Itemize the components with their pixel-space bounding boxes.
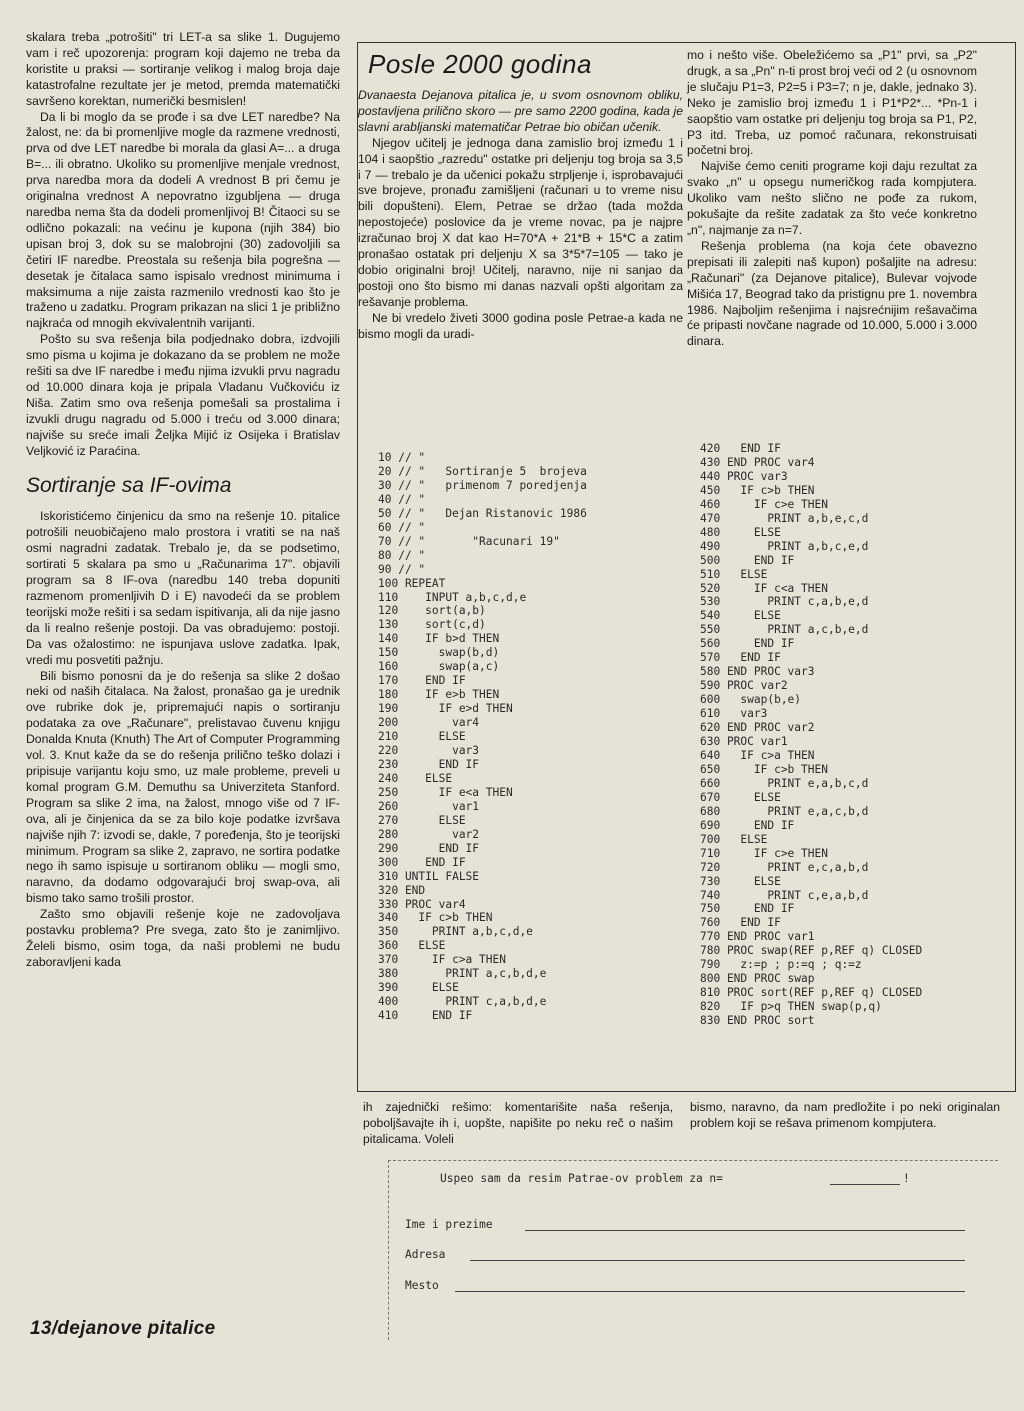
code-line: 150 swap(b,d): [378, 646, 500, 660]
code-line: 440 PROC var3: [700, 469, 788, 483]
code-line: 180 IF e>b THEN: [378, 688, 500, 702]
left-para-1: skalara treba „potrošiti" tri LET-a sa slike 1. Dugujemo vam i reč upozorenja: program koji dajemo ne treba da koristite u praksi — sortiranje velikog i malog broja daje katastrofalne rezultate jer je metod, premda matematički savršeno korektan, numerički besmislen!: [26, 30, 340, 108]
code-line: 790 z:=p ; p:=q ; q:=z: [700, 958, 862, 972]
code-line: 570 END IF: [700, 651, 781, 665]
code-line: 320 END: [378, 883, 426, 897]
code-line: 560 END IF: [700, 637, 795, 651]
code-line: 90 // ": [378, 562, 426, 576]
code-line: 700 ELSE: [700, 832, 768, 846]
code-line: 720 PRINT e,c,a,b,d: [700, 860, 869, 874]
code-line: 250 IF e<a THEN: [378, 785, 513, 799]
bottom-text-mid: ih zajednički rešimo: komentarišite naša rešenja, poboljšavajte ih i, uopšte, napišite po neku reč o našim pitalicama. Voleli: [363, 1100, 673, 1146]
coupon-address-label: Adresa: [405, 1248, 446, 1261]
code-line: 10 // ": [378, 451, 426, 464]
box-title: Posle 2000 godina: [368, 49, 592, 79]
code-line: 370 IF c>a THEN: [378, 953, 506, 967]
code-line: 390 ELSE: [378, 981, 459, 995]
coupon-city-field[interactable]: [455, 1291, 965, 1292]
box-lead: Dvanaesta Dejanova pitalica je, u svom osnovnom obliku, postavljena prilično skoro — pre samo 2200 godina, kada je slavni arabljanski matematičar Petrae bio običan učenik.: [358, 88, 683, 134]
code-line: 130 sort(c,d): [378, 618, 486, 632]
coupon-border-left: [388, 1160, 389, 1340]
code-line: 830 END PROC sort: [700, 1014, 815, 1028]
code-line: 820 IF p>q THEN swap(p,q): [700, 1000, 882, 1014]
code-line: 260 var1: [378, 799, 480, 813]
code-line: 610 var3: [700, 707, 768, 721]
code-line: 120 sort(a,b): [378, 604, 486, 618]
code-line: 620 END PROC var2: [700, 721, 815, 735]
code-line: 660 PRINT e,a,b,c,d: [700, 776, 869, 790]
code-line: 430 END PROC var4: [700, 455, 815, 469]
code-line: 200 var4: [378, 716, 480, 730]
code-line: 190 IF e>d THEN: [378, 702, 513, 716]
box-para-2: Ne bi vredelo živeti 3000 godina posle Petrae-a kada ne bismo mogli da uradi-: [358, 310, 683, 341]
code-line: 350 PRINT a,b,c,d,e: [378, 925, 533, 939]
code-line: 240 ELSE: [378, 771, 453, 785]
code-line: 530 PRINT c,a,b,e,d: [700, 595, 869, 609]
code-line: 490 PRINT a,b,c,e,d: [700, 539, 869, 553]
code-listing-right: [700, 442, 922, 1028]
code-line: 770 END PROC var1: [700, 930, 815, 944]
coupon-n-field[interactable]: [830, 1184, 900, 1185]
page-footer: 13/dejanove pitalice: [30, 1318, 216, 1339]
right-para-2: Najviše ćemo ceniti programe koji daju rezultat za svako „n" u opsegu numeričkog rada kompjutera. Ukoliko vam nešto slično ne pođe za rukom, pokušajte da rešite zadatak za što veće konkretno „n", najmanje za n=7.: [687, 159, 977, 237]
code-listing-left: [378, 451, 587, 1023]
code-line: 300 END IF: [378, 855, 466, 869]
code-line: 730 ELSE: [700, 874, 781, 888]
right-column: [687, 48, 977, 350]
code-line: 170 END IF: [378, 674, 466, 688]
code-line: 780 PROC swap(REF p,REF q) CLOSED: [700, 944, 923, 958]
code-line: 70 // " "Racunari 19": [378, 534, 560, 548]
left-para-4: Iskoristićemo činjenicu da smo na rešenje 10. pitalice potrošili neuobičajeno malo prostora i vratiti se na naš osmi nagradni zadatak. Trebalo je, da se podsetimo, sortirati 5 skalara pa smo u „Računarima 17". objavili program sa 8 IF-ova (naredbu 140 treba dopuniti razmenom promenljivih D i E) navodeći da se problem teorijski može rešiti i sa sedam ispitivanja, ali da nije jasno da li realno rešenje postoji. Da vas obradujemo: postoji. Da vas ožalostimo: ne ispunjava uslove zadatka. Ipak, vredi mu posvetiti pažnju.: [26, 509, 340, 667]
code-line: 280 var2: [378, 827, 480, 841]
left-para-2: Da li bi moglo da se prođe i sa dve LET naredbe? Na žalost, ne: da bi promenljive mogle da razmene vrednosti, prva od dve LET naredbe bi morala da glasi A=... a druga B=... ili obratno. Ukoliko su promenljive menjale vrednost, prva naredba mora da dodeli A vrednost B pri čemu je originalna vrednost A nepovratno izgubljena — druga naredba nema šta da dodeli promenljivoj B! Čitaoci su se odlično pokazali: na većinu je kupona (njih 384) bio upisan broj 3, dok su se malobrojni (30) zadovoljili sa četiri IF naredbe. Preostala su rešenja bila pogrešna — desetak je čitalaca samo ispisalo vrednost minimuma i maksimuma a nije zaista razmenilo vrednosti kao što je traženo u zadatku. Program prikazan na slici 1 je približno najkraća od mnogih ekvivalentnih varijanti.: [26, 109, 340, 331]
code-line: 360 ELSE: [378, 939, 446, 953]
code-line: 740 PRINT c,e,a,b,d: [700, 888, 869, 902]
code-line: 760 END IF: [700, 916, 781, 930]
code-line: 80 // ": [378, 548, 426, 562]
code-line: 680 PRINT e,a,c,b,d: [700, 804, 869, 818]
code-line: 460 IF c>e THEN: [700, 497, 828, 511]
coupon-name-field[interactable]: [525, 1230, 965, 1231]
code-line: 110 INPUT a,b,c,d,e: [378, 590, 527, 604]
code-line: 580 END PROC var3: [700, 665, 815, 679]
code-line: 330 PROC var4: [378, 897, 466, 911]
bottom-text-right: bismo, naravno, da nam predložite i po neki originalan problem koji se rešava primenom kompjutera.: [690, 1100, 1000, 1130]
section-heading: Sortiranje sa IF-ovima: [26, 474, 232, 498]
code-line: 400 PRINT c,a,b,d,e: [378, 995, 547, 1009]
coupon-border-top: [388, 1160, 998, 1161]
code-line: 710 IF c>e THEN: [700, 846, 828, 860]
code-line: 510 ELSE: [700, 567, 768, 581]
code-line: 420 END IF: [700, 442, 781, 455]
coupon-name-label: Ime i prezime: [405, 1218, 493, 1231]
coupon-exclaim: !: [903, 1172, 910, 1185]
code-line: 640 IF c>a THEN: [700, 748, 815, 762]
code-line: 410 END IF: [378, 1009, 473, 1023]
code-line: 230 END IF: [378, 757, 480, 771]
code-line: 20 // " Sortiranje 5 brojeva: [378, 464, 587, 478]
code-line: 270 ELSE: [378, 813, 466, 827]
code-line: 210 ELSE: [378, 730, 466, 744]
code-line: 550 PRINT a,c,b,e,d: [700, 623, 869, 637]
code-line: 810 PROC sort(REF p,REF q) CLOSED: [700, 986, 923, 1000]
code-line: 590 PROC var2: [700, 679, 788, 693]
code-line: 470 PRINT a,b,e,c,d: [700, 511, 869, 525]
code-line: 670 ELSE: [700, 790, 781, 804]
code-line: 690 END IF: [700, 818, 795, 832]
code-line: 40 // ": [378, 492, 426, 506]
code-line: 50 // " Dejan Ristanovic 1986: [378, 506, 587, 520]
code-line: 450 IF c>b THEN: [700, 483, 815, 497]
code-line: 800 END PROC swap: [700, 972, 815, 986]
code-line: 100 REPEAT: [378, 576, 446, 590]
code-line: 480 ELSE: [700, 525, 781, 539]
left-para-3: Pošto su sva rešenja bila podjednako dobra, izdvojili smo pisma u kojima je dokazano da se problem ne može rešiti sa dve IF naredbe i među njima izvukli prvu nagradu od 10.000 dinara koja je pripala Vladanu Vučkoviću iz Niša. Zatim smo ova rešenja pomešali sa prostalima i izvukli drugu nagradu od 5.000 i treću od 3.000 dinara; najviše su sreće imali Željka Mijić iz Osijeka i Bratislav Veljković iz Paraćina.: [26, 332, 340, 458]
right-para-1: mo i nešto više. Obeležićemo sa „P1" prvi, sa „P2" drugk, a sa „Pn" n-ti prost broj veći od 2 (u osnovnom je slučaju P1=3, P2=5 i P3=7; n je, dakle, jednako 3). Neko je zamislio broj između 1 i P1*P2*... *Pn-1 i saopštio vam ostatke pri deljenju tog broja sa P1, P2, P3 itd. Treba, uz pomoć računara, rekonstruisati početni broj.: [687, 48, 977, 158]
code-line: 290 END IF: [378, 841, 480, 855]
right-para-3: Rešenja problema (na koja ćete obavezno prepisati ili zalepiti naš kupon) pošaljite na adresu: „Računari" (za Dejanove pitalice), Bulevar vojvode Mišića 17, Beograd tako da pristignu pre 1. novembra 1986. Najboljim rešenjima i najsrećnijim rešavačima će pripasti novčane nagrade od 10.000, 5.000 i 3.000 dinara.: [687, 238, 977, 349]
code-line: 220 var3: [378, 744, 480, 758]
left-para-6: Zašto smo objavili rešenje koje ne zadovoljava postavku problema? Pre svega, zato što je zanimljivo. Želeli bismo, osim toga, da naši problemi ne budu zaboravljeni kada: [26, 907, 340, 969]
code-line: 540 ELSE: [700, 609, 781, 623]
coupon-city-label: Mesto: [405, 1279, 439, 1292]
code-line: 30 // " primenom 7 poredjenja: [378, 478, 587, 492]
article-box: [358, 44, 683, 436]
code-line: 60 // ": [378, 520, 426, 534]
coupon-line-1: Uspeo sam da resim Patrae-ov problem za n=: [440, 1172, 723, 1185]
code-line: 140 IF b>d THEN: [378, 632, 500, 646]
code-line: 340 IF c>b THEN: [378, 911, 493, 925]
left-column: [26, 30, 340, 971]
code-line: 520 IF c<a THEN: [700, 581, 828, 595]
code-line: 160 swap(a,c): [378, 660, 500, 674]
coupon-address-field[interactable]: [470, 1260, 965, 1261]
code-line: 380 PRINT a,c,b,d,e: [378, 967, 547, 981]
left-para-5: Bili bismo ponosni da je do rešenja sa slike 2 došao neki od naših čitalaca. Na žalost, pronašao ga je urednik ove rubrike dok je, pripremajući napis o sortiranju podataka za ove „Računare", prelistavao čuvenu knjigu Donalda Knuta (Knuth) The Art of Computer Programming vol. 3. Knut kaže da se do rešenja prilično teško dolazi i pripisuje varijantu koju smo, uz male probleme, preveli u komal program G.M. Demuthu sa Univerziteta Stanford. Program sa slike 2 ima, na žalost, mnogo više od 7 IF-ova, ali je činjenica da se za bilo koje podatke izvršava najviše njih 7: izvodi se, dakle, 7 poređenja, što je teorijski minimum. Program sa slike 2, zapravo, ne sortira podatke nego ih samo ispisuje u sortiranom obliku — mogli smo, naravno, da dodamo odgovarajući broj swap-ova, ali bismo tako samo trošili prostor.: [26, 668, 340, 906]
code-line: 630 PROC var1: [700, 735, 788, 749]
code-line: 650 IF c>b THEN: [700, 762, 828, 776]
code-line: 500 END IF: [700, 553, 795, 567]
code-line: 750 END IF: [700, 902, 795, 916]
box-para-1: Njegov učitelj je jednoga dana zamislio broj između 1 i 104 i saopštio „razredu" ostatke pri deljenju tog broja sa 3,5 i 7 — trebalo je da učenici pokažu strpljenje i, isprobavajući sve brojeve, pronađu zamišljeni (računari u to vreme nisu bili dopušteni). Elem, Petrae se držao (tada možda nepostojeće) poslovice da je vreme novac, pa je najpre izračunao broj X dat kao H=70*A + 21*B + 15*C a zatim pronašao ostatak pri deljenju X sa 3*5*7=105 — tako je dobio originalni broj! Učitelj, naravno, nije ni sanjao da postoji ono što bismo mi danas nazvali opšti algoritam za rešavanje problema.: [358, 135, 683, 309]
code-line: 310 UNTIL FALSE: [378, 869, 480, 883]
code-line: 600 swap(b,e): [700, 693, 802, 707]
